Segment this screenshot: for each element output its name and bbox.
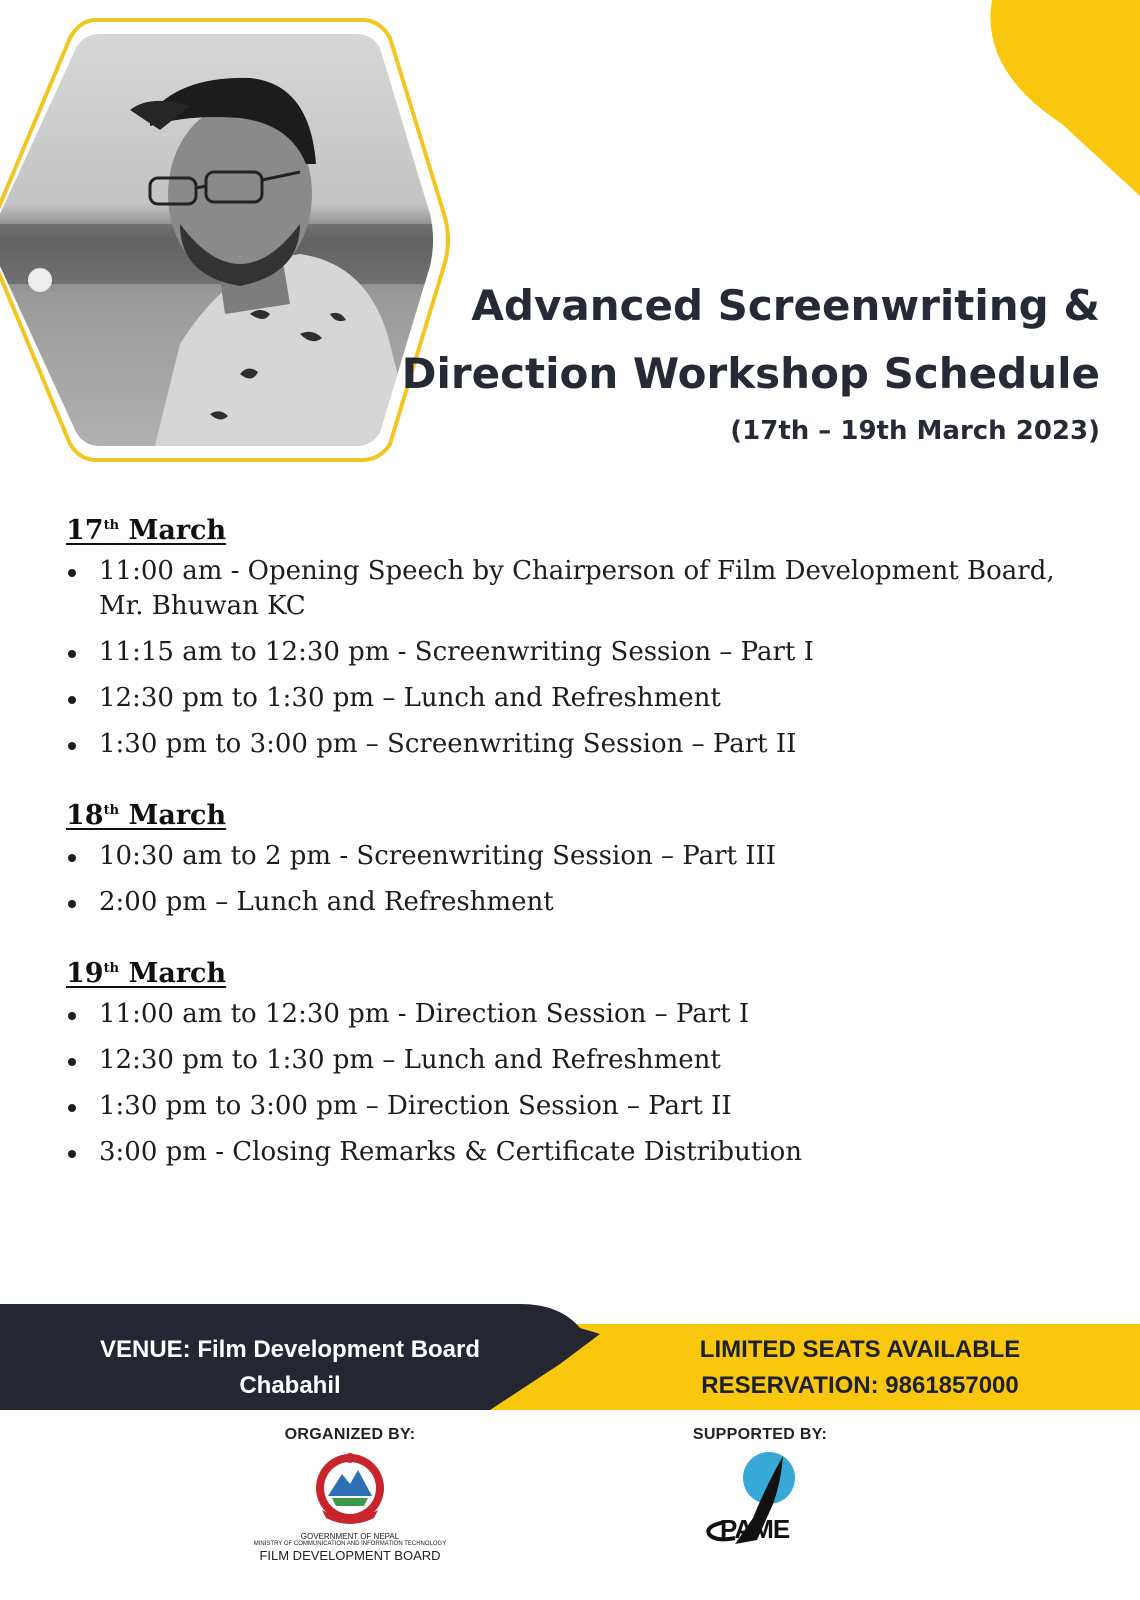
title-dates: (17th – 19th March 2023) [730,416,1100,446]
bullet-icon [68,742,76,750]
workshop-title-block [402,272,1100,446]
pame-logo-text: PAME [720,1514,790,1544]
list-item: 11:00 am - Opening Speech by Chairperson of Film Development Board, Mr. Bhuwan KC [66,554,1086,624]
bullet-icon [68,569,76,577]
day-section-17-march [66,515,1086,762]
bullet-icon [68,900,76,908]
list-item: 11:00 am to 12:30 pm - Direction Session – Part I [66,997,1086,1032]
list-item: 1:30 pm to 3:00 pm – Direction Session – Part II [66,1089,1086,1124]
day-section-18-march [66,800,1086,920]
bullet-icon [68,854,76,862]
corner-accent-shape [940,0,1140,200]
list-item: 3:00 pm - Closing Remarks & Certificate Distribution [66,1135,1086,1170]
list-item: 12:30 pm to 1:30 pm – Lunch and Refreshment [66,1043,1086,1078]
day-section-19-march [66,958,1086,1170]
organizer-block [235,1426,465,1563]
nepal-emblem-icon [308,1448,392,1530]
list-item: 11:15 am to 12:30 pm - Screenwriting Session – Part I [66,635,1086,670]
day-heading: 19th March [66,958,227,989]
bullet-icon [68,1012,76,1020]
title-line-2: Direction Workshop Schedule [401,349,1100,398]
bullet-icon [68,1104,76,1112]
supporter-label: SUPPORTED BY: [692,1426,828,1443]
reservation-text [640,1332,1080,1404]
bullet-icon [68,1150,76,1158]
seats-line-1: LIMITED SEATS AVAILABLE [699,1336,1021,1363]
venue-line-1: VENUE: Film Development Board [99,1336,481,1363]
list-item: 1:30 pm to 3:00 pm – Screenwriting Session – Part II [66,727,1086,762]
reservation-line: RESERVATION: 9861857000 [701,1372,1019,1399]
title-line-1: Advanced Screenwriting & [471,281,1100,330]
organizer-line-1: GOVERNMENT OF NEPAL [300,1532,400,1541]
bullet-icon [68,696,76,704]
list-item: 2:00 pm – Lunch and Refreshment [66,885,1086,920]
list-item: 10:30 am to 2 pm - Screenwriting Session – Part III [66,839,1086,874]
organizer-line-2: MINISTRY OF COMMUNICATION AND INFORMATION TECHNOLOGY [253,1541,447,1547]
bullet-icon [68,650,76,658]
bullet-icon [68,1058,76,1066]
organizer-line-3: FILM DEVELOPMENT BOARD [259,1548,441,1563]
organizer-label: ORGANIZED BY: [284,1426,416,1443]
supporter-block [660,1426,860,1558]
list-item: 12:30 pm to 1:30 pm – Lunch and Refreshment [66,681,1086,716]
day-heading: 17th March [66,515,227,546]
speaker-photo [0,14,460,466]
venue-line-2: Chabahil [239,1372,341,1399]
venue-text [50,1332,530,1404]
day-heading: 18th March [66,800,227,831]
schedule [66,515,1086,1208]
